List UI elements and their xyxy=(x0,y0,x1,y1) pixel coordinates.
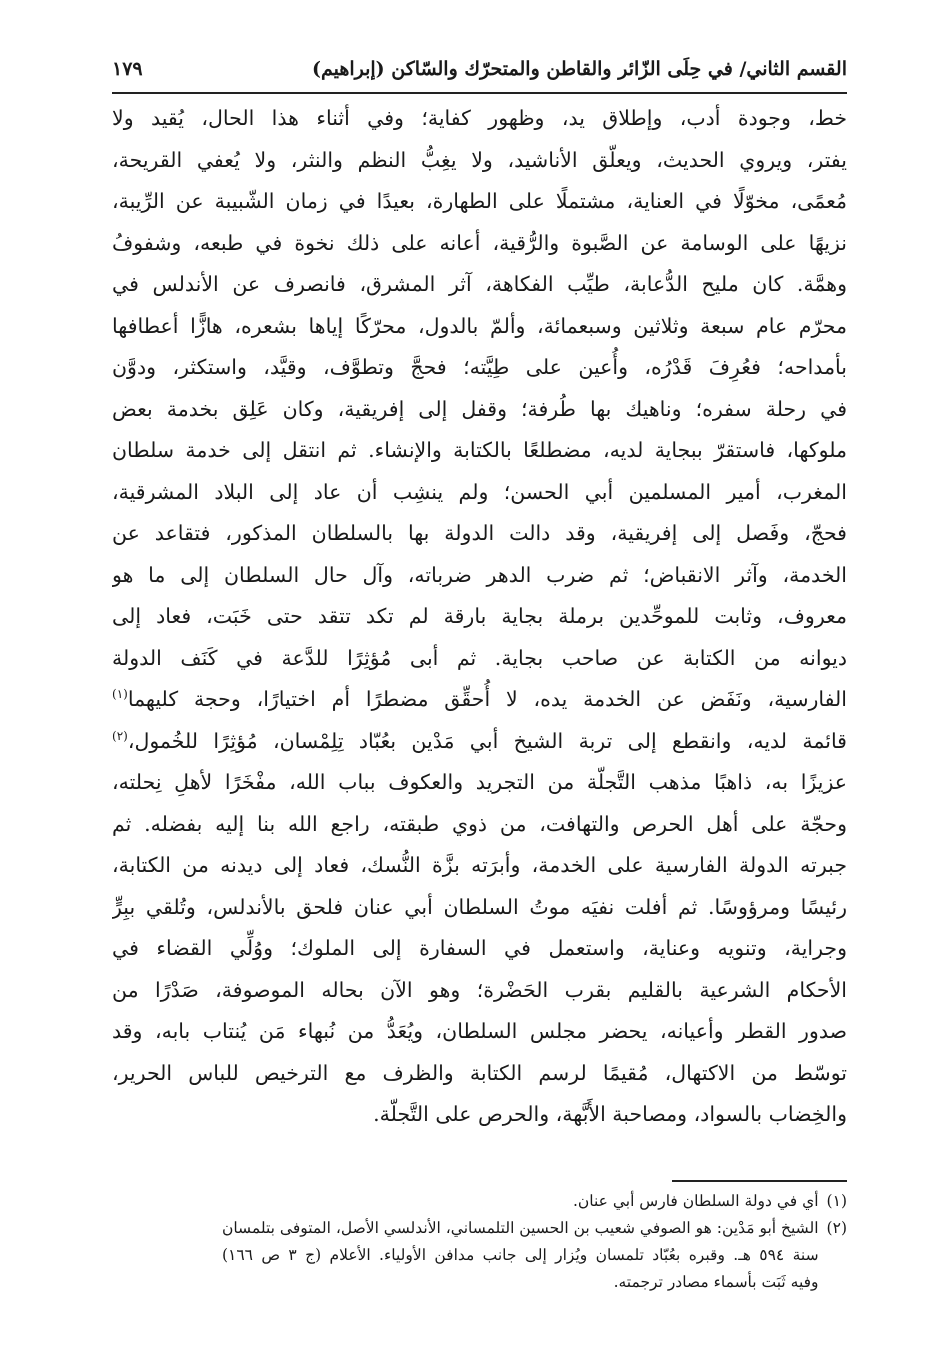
running-title: القسم الثاني/ في حِلَى الزّائر والقاطن والمتحرّك والسّاكن (إبراهيم) xyxy=(311,58,847,80)
text-line: خط، وجودة أدب، وإطلاق يد، وظهور كفاية؛ وفي أثناء هذا الحال، يُقيد ولا xyxy=(112,106,847,130)
footnote-1 xyxy=(112,1188,847,1215)
footnote-line: سنة ٥٩٤ هـ. وقبره بعُبّاد تلمسان ويُزار إلى جانب مدافن الأولياء. الأعلام (ج ٣ ص ١٦٦) xyxy=(221,1246,819,1264)
text-line-with-footnote-2 xyxy=(112,721,847,763)
text-line: المغرب، أمير المسلمين أبي الحسن؛ ولم ينشِب أن عاد إلى البلاد المشرقية، xyxy=(112,479,847,504)
text-line-with-footnote-1 xyxy=(112,679,847,721)
footnote-ref-1[interactable]: (١) xyxy=(112,687,128,702)
text-line: وهمَّة. كان مليح الدُّعابة، طيِّب الفكاهة، آثر المشرق، فانصرف عن الأندلس في xyxy=(112,272,847,296)
text-line: في رحلة سفره؛ وناهيك بها طُرفة؛ وقفل إلى إفريقية، وكان عَلِق بخدمة بعض xyxy=(112,396,847,421)
running-header xyxy=(112,50,847,88)
text-line: رئيسًا ومرؤوسًا. ثم أفلت نفيَه موتُ السلطان أبي عنان فلحق بالأندلس، وتُلقي ببِرٍّ xyxy=(112,894,847,919)
text-line: ملوكها، فاستقرّ ببجاية لديه، مضطلعًا بالكتابة والإنشاء. ثم انتقل إلى خدمة سلطان xyxy=(112,438,847,462)
text-line: محرّم عام سبعة وثلاثين وسبعمائة، وألمّ بالدول، محرّكًا إياها بشعره، هازًّا أعطافها xyxy=(112,313,847,338)
text-line: توسّط من الاكتهال، مُقيمًا لرسم الكتابة والظرف مع الترخيص للباس الحرير، xyxy=(112,1060,847,1085)
text-line: وحجّة على أهل الحرص والتهافت، من ذوي طبقته، راجع الله بنا إليه بفضله. ثم xyxy=(112,811,847,836)
footnote-text xyxy=(573,1188,819,1215)
text-line: ديوانه من الكتابة عن صاحب بجاية. ثم أبى مُؤثِرًا للدَّعة في كَنَف الدولة xyxy=(112,645,847,670)
footnote-divider xyxy=(672,1180,847,1182)
text-line: صدور القطر وأعيانه، يحضر مجلس السلطان، ويُعَدُّ من نُبهاء مَن يُنتاب بابه، وقد xyxy=(112,1019,847,1043)
text-line: عزيزًا به، ذاهبًا مذهب التَّجلّة من التجريد والعكوف بباب الله، مفْخَرًا لأهلِ نِحلته، xyxy=(112,770,847,794)
text-line: الخدمة، وآثر الانقباض؛ ثم ضرب الدهر ضرباته، وآل حال السلطان إلى ما هو xyxy=(112,562,847,587)
text-line: الأحكام الشرعية بالقليم بقرب الحَضْرة؛ وهو الآن بحاله الموصوفة، صَدْرًا من xyxy=(112,977,847,1002)
text-line: فحجّ، وفَصل إلى إفريقية، وقد دالت الدولة بها بالسلطان المذكور، فتقاعد عن xyxy=(112,521,847,545)
main-text xyxy=(112,98,847,1136)
text-line: جبرته الدولة الفارسية على الخدمة، وأبرَته بزَّة النُّسك، فعاد إلى ديدنه من الكتابة، xyxy=(112,853,847,877)
footnote-number: (٢) xyxy=(826,1219,847,1237)
text-line: بأمداحه؛ فعُرِفَ قَدْرُه، وأُعين على طِيَّته؛ فحجَّ وتطوَّف، وقيَّد، واستكثر، ودوَّن xyxy=(112,355,847,379)
footnote-text xyxy=(222,1215,819,1296)
footnote-number: (١) xyxy=(826,1192,847,1210)
text-line-segment: الفارسية، ونَفَض عن الخدمة يده، لا أُحقِّق مضطرًا أم اختيارًا، وحجة كليهما xyxy=(127,687,847,711)
footnote-line: أي في دولة السلطان فارس أبي عنان. xyxy=(572,1192,819,1210)
text-line: وجراية، وتنويه وعناية، واستعمل في السفارة إلى الملوك؛ ووُلِّي القضاء في xyxy=(112,936,847,960)
text-line-segment: قائمة لديه، وانقطع إلى تربة الشيخ أبي مَدْين بعُبّاد تِلِمْسان، مُؤثِرًا للخُمول، xyxy=(127,728,847,753)
footnotes xyxy=(112,1188,847,1296)
footnote-line: الشيخ أبو مَدْين: هو الصوفي شعيب بن الحسين التلمساني، الأندلسي الأصل، المتوفى بتلمسان xyxy=(221,1219,819,1237)
footnote-line: وفيه ثَبَت بأسماء مصادر ترجمته. xyxy=(613,1273,819,1291)
header-divider xyxy=(112,92,847,94)
page-number: ١٧٩ xyxy=(112,58,143,80)
text-line: مُعمًى، مخوّلًا في العناية، مشتملًا على الطهارة، بعيدًا في زمان الشّبيبة عن الرِّيبة، xyxy=(112,189,847,213)
footnote-ref-2[interactable]: (٢) xyxy=(112,728,128,743)
text-line: معروف، وثابت للموحِّدين برملة بجاية بارقة لم تكد تتقد حتى خَبَت، فعاد إلى xyxy=(112,604,847,628)
footnote-2 xyxy=(112,1215,847,1296)
text-line: يفتر، ويروي الحديث، ويعلّق الأناشيد، ولا يغِبُّ النظم والنثر، ولا يُعفي القريحة، xyxy=(112,147,847,172)
text-line: نزيهًا على الوسامة عن الصَّبوة والرُّقية، أعانه على ذلك نخوة في طبعه، وشفوفُ xyxy=(112,230,847,255)
text-line-last: والخِضاب بالسواد، ومصاحبة الأَبَّهة، والحرص على التَّجلّة. xyxy=(373,1102,847,1126)
